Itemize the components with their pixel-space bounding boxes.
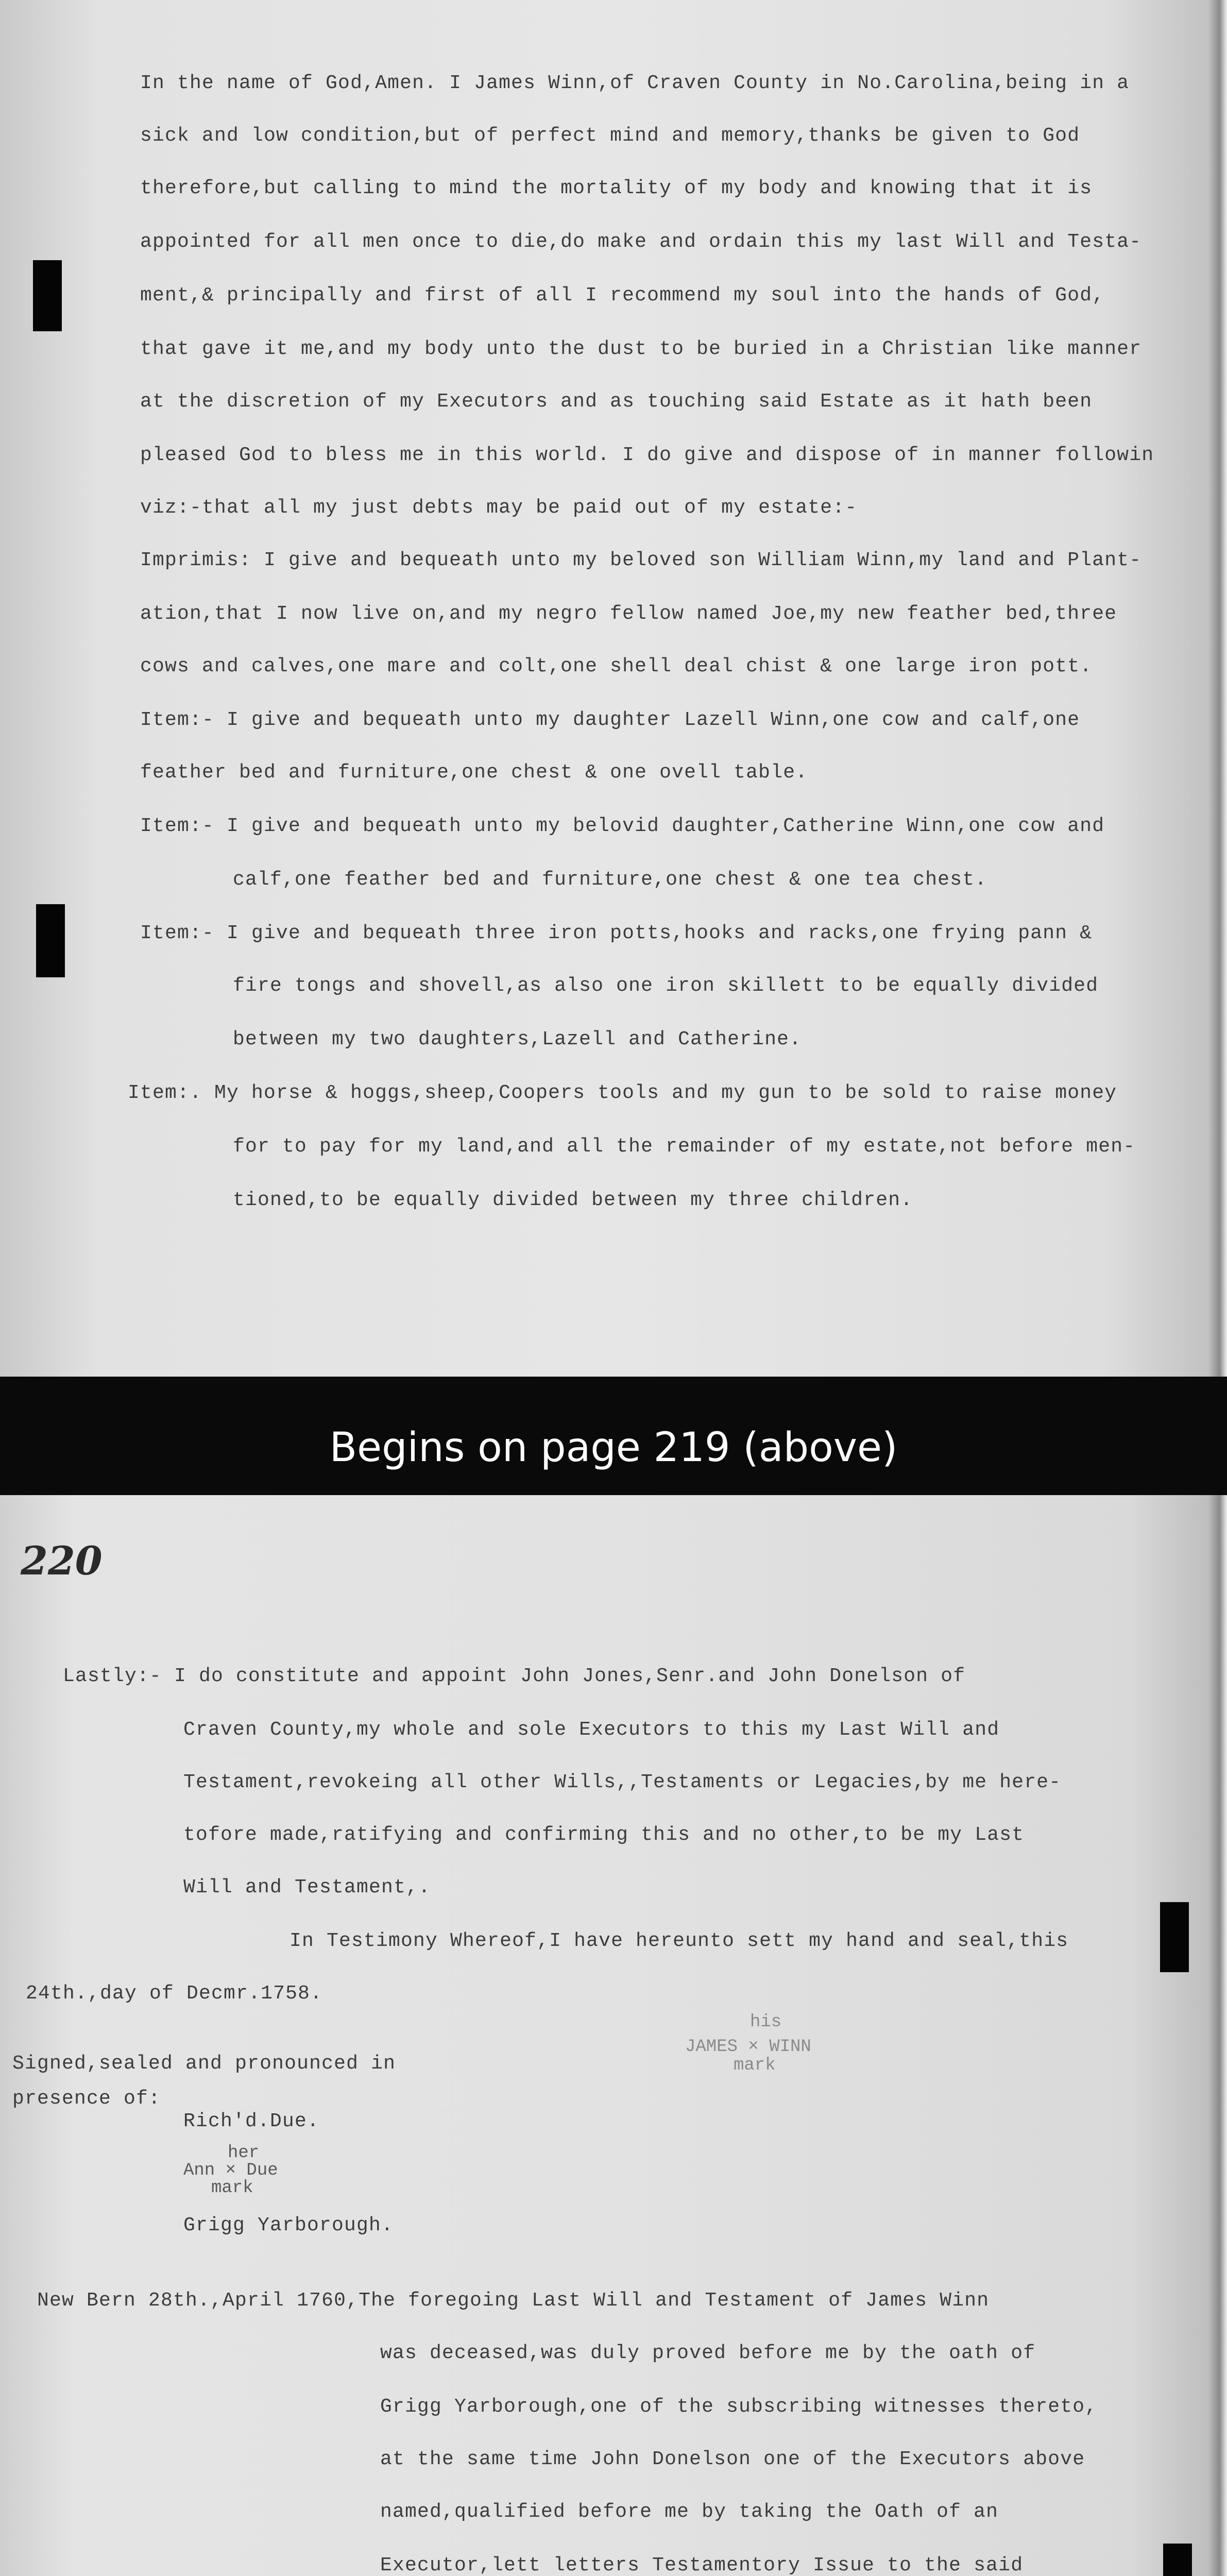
will-text-line: In Testimony Whereof,I have hereunto sett my hand and seal,this: [289, 1930, 1069, 1952]
page-edge-shadow: [1208, 0, 1227, 1377]
testator-mark-his: his: [750, 2012, 782, 2032]
testator-mark-label: mark: [734, 2056, 776, 2075]
will-text-line: cows and calves,one mare and colt,one shell deal chist & one large iron pott.: [140, 655, 1093, 677]
will-text-line: feather bed and furniture,one chest & one ovell table.: [140, 761, 808, 784]
will-text-line: Lastly:- I do constitute and appoint John Jones,Senr.and John Donelson of: [63, 1665, 966, 1687]
will-text-line: calf,one feather bed and furniture,one chest & one tea chest.: [233, 869, 987, 891]
witness-name: Rich'd.Due.: [183, 2110, 320, 2132]
will-text-line: Item:. My horse & hoggs,sheep,Coopers tools and my gun to be sold to raise money: [128, 1082, 1117, 1104]
probate-text-line: was deceased,was duly proved before me by the oath of: [380, 2342, 1036, 2364]
will-text-line: fire tongs and shovell,as also one iron skillett to be equally divided: [233, 975, 1099, 997]
will-text-line: that gave it me,and my body unto the dust to be buried in a Christian like manner: [140, 338, 1142, 360]
probate-text-line: New Bern 28th.,April 1760,The foregoing Last Will and Testament of James Winn: [37, 2290, 990, 2312]
will-text-line: Item:- I give and bequeath three iron potts,hooks and racks,one frying pann &: [140, 922, 1093, 944]
film-edge-tab: [1160, 1902, 1189, 1972]
witness-mark-her: her: [228, 2143, 260, 2163]
will-text-line: for to pay for my land,and all the remainder of my estate,not before men-: [233, 1136, 1136, 1158]
page-number: 220: [21, 1538, 103, 1584]
witness-mark-name: Ann × Due: [183, 2161, 278, 2180]
will-text-line: sick and low condition,but of perfect mind and memory,thanks be given to God: [140, 125, 1080, 147]
will-text-line: Will and Testament,.: [183, 1876, 431, 1899]
caption-banner-text: Begins on page 219 (above): [329, 1425, 898, 1471]
witness-mark-label: mark: [211, 2178, 253, 2198]
probate-text-line: Executor,lett letters Testamentory Issue to the said: [380, 2554, 1024, 2576]
will-text-line: tofore made,ratifying and confirming this and no other,to be my Last: [183, 1824, 1025, 1846]
page-edge-shadow: [1208, 1495, 1227, 2576]
will-text-line: tioned,to be equally divided between my three children.: [233, 1189, 913, 1211]
film-edge-tab: [33, 260, 62, 331]
will-text-line: Imprimis: I give and bequeath unto my beloved son William Winn,my land and Plant-: [140, 549, 1142, 571]
will-text-line: Item:- I give and bequeath unto my belovid daughter,Catherine Winn,one cow and: [140, 815, 1105, 837]
will-text-line: Craven County,my whole and sole Executors to this my Last Will and: [183, 1719, 1000, 1741]
will-text-line: In the name of God,Amen. I James Winn,of Craven County in No.Carolina,being in a: [140, 72, 1130, 94]
will-text-line: therefore,but calling to mind the mortality of my body and knowing that it is: [140, 177, 1093, 199]
probate-text-line: Grigg Yarborough,one of the subscribing witnesses thereto,: [380, 2396, 1098, 2418]
witness-name: Grigg Yarborough.: [183, 2214, 394, 2236]
testator-mark-name: JAMES × WINN: [685, 2037, 811, 2057]
will-text-line: at the discretion of my Executors and as touching said Estate as it hath been: [140, 391, 1093, 413]
will-text-line: ment,& principally and first of all I recommend my soul into the hands of God,: [140, 284, 1105, 307]
probate-text-line: named,qualified before me by taking the Oath of an: [380, 2501, 999, 2523]
will-text-line: Item:- I give and bequeath unto my daughter Lazell Winn,one cow and calf,one: [140, 709, 1080, 731]
will-text-line: appointed for all men once to die,do make and ordain this my last Will and Testa-: [140, 231, 1142, 253]
attestation-text: Signed,sealed and pronounced in: [12, 2053, 396, 2075]
will-text-line: 24th.,day of Decmr.1758.: [26, 1982, 323, 2005]
will-text-line: between my two daughters,Lazell and Catherine.: [233, 1028, 802, 1050]
will-text-line: pleased God to bless me in this world. I do give and dispose of in manner followin: [140, 444, 1154, 466]
film-edge-tab: [36, 904, 65, 977]
will-text-line: Testament,revokeing all other Wills,,Testaments or Legacies,by me here-: [183, 1771, 1062, 1793]
film-edge-tab: [1163, 2544, 1192, 2576]
probate-text-line: at the same time John Donelson one of the Executors above: [380, 2448, 1085, 2470]
will-text-line: ation,that I now live on,and my negro fellow named Joe,my new feather bed,three: [140, 603, 1117, 625]
attestation-text: presence of:: [12, 2088, 161, 2110]
will-text-line: viz:-that all my just debts may be paid out of my estate:-: [140, 497, 858, 519]
